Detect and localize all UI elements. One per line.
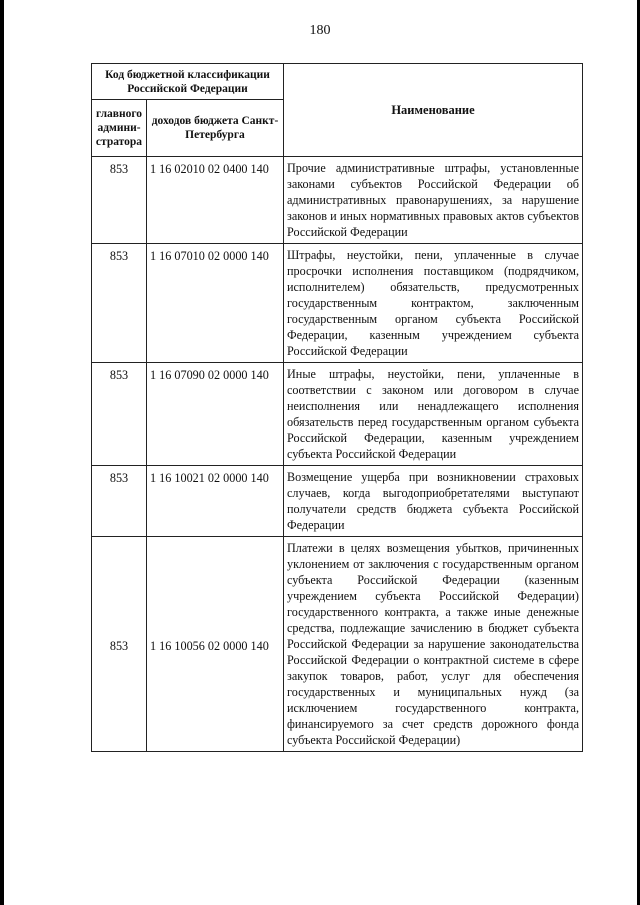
admin-code-cell: 853 (92, 466, 147, 537)
header-budget-code-group: Код бюджетной классификации Российской Федерации (92, 64, 284, 100)
description-cell: Штрафы, неустойки, пени, уплаченные в случае просрочки исполнения поставщиком (подрядчиком, исполнителем) обязательств, предусмотренных государственным контрактом, заключенным государственным органом субъекта Российской Федерации, казенным учреждением субъекта Российской Федерации (284, 244, 583, 363)
description-cell: Платежи в целях возмещения убытков, причиненных уклонением от заключения с государственным органом субъекта Российской Федерации (казенным учреждением субъекта Российской Федерации) государственного контракта, а также иные денежные средства, подлежащие зачислению в бюджет субъекта Российской Федерации за нарушение законодательства Российской Федерации о контрактной системе в сфере закупок товаров, работ, услуг для обеспечения государственных и муниципальных нужд (за исключением государственного контракта, финансируемого за счет средств дорожного фонда субъекта Российской Федерации) (284, 537, 583, 752)
table-row (92, 157, 583, 244)
income-code-cell: 1 16 07090 02 0000 140 (147, 363, 284, 466)
income-code-cell: 1 16 02010 02 0400 140 (147, 157, 284, 244)
header-income-code: доходов бюджета Санкт-Петербурга (147, 100, 284, 157)
table-row (92, 363, 583, 466)
admin-code-cell: 853 (92, 157, 147, 244)
income-code-cell: 1 16 07010 02 0000 140 (147, 244, 284, 363)
table-row (92, 466, 583, 537)
description-cell: Возмещение ущерба при возникновении страховых случаев, когда выгодоприобретателями выступают получатели средств бюджета субъекта Российской Федерации (284, 466, 583, 537)
header-name: Наименование (284, 64, 583, 157)
header-admin: главного админи-стратора (92, 100, 147, 157)
page-number: 180 (309, 23, 331, 38)
table-header-row (92, 64, 583, 100)
table-row (92, 537, 583, 752)
description-cell: Прочие административные штрафы, установленные законами субъектов Российской Федерации об административных правонарушениях, за нарушение законов и иных нормативных правовых актов субъектов Российской Федерации (284, 157, 583, 244)
admin-code-cell: 853 (92, 244, 147, 363)
budget-classification-table (91, 63, 583, 752)
income-code-cell: 1 16 10021 02 0000 140 (147, 466, 284, 537)
description-cell: Иные штрафы, неустойки, пени, уплаченные в соответствии с законом или договором в случае неисполнения или ненадлежащего исполнения обязательств перед государственным органом субъекта Российской Федерации, казенным учреждением субъекта Российской Федерации (284, 363, 583, 466)
admin-code-cell: 853 (92, 537, 147, 752)
table-row (92, 244, 583, 363)
scan-edge-left (0, 0, 4, 905)
admin-code-cell: 853 (92, 363, 147, 466)
income-code-cell: 1 16 10056 02 0000 140 (147, 537, 284, 752)
